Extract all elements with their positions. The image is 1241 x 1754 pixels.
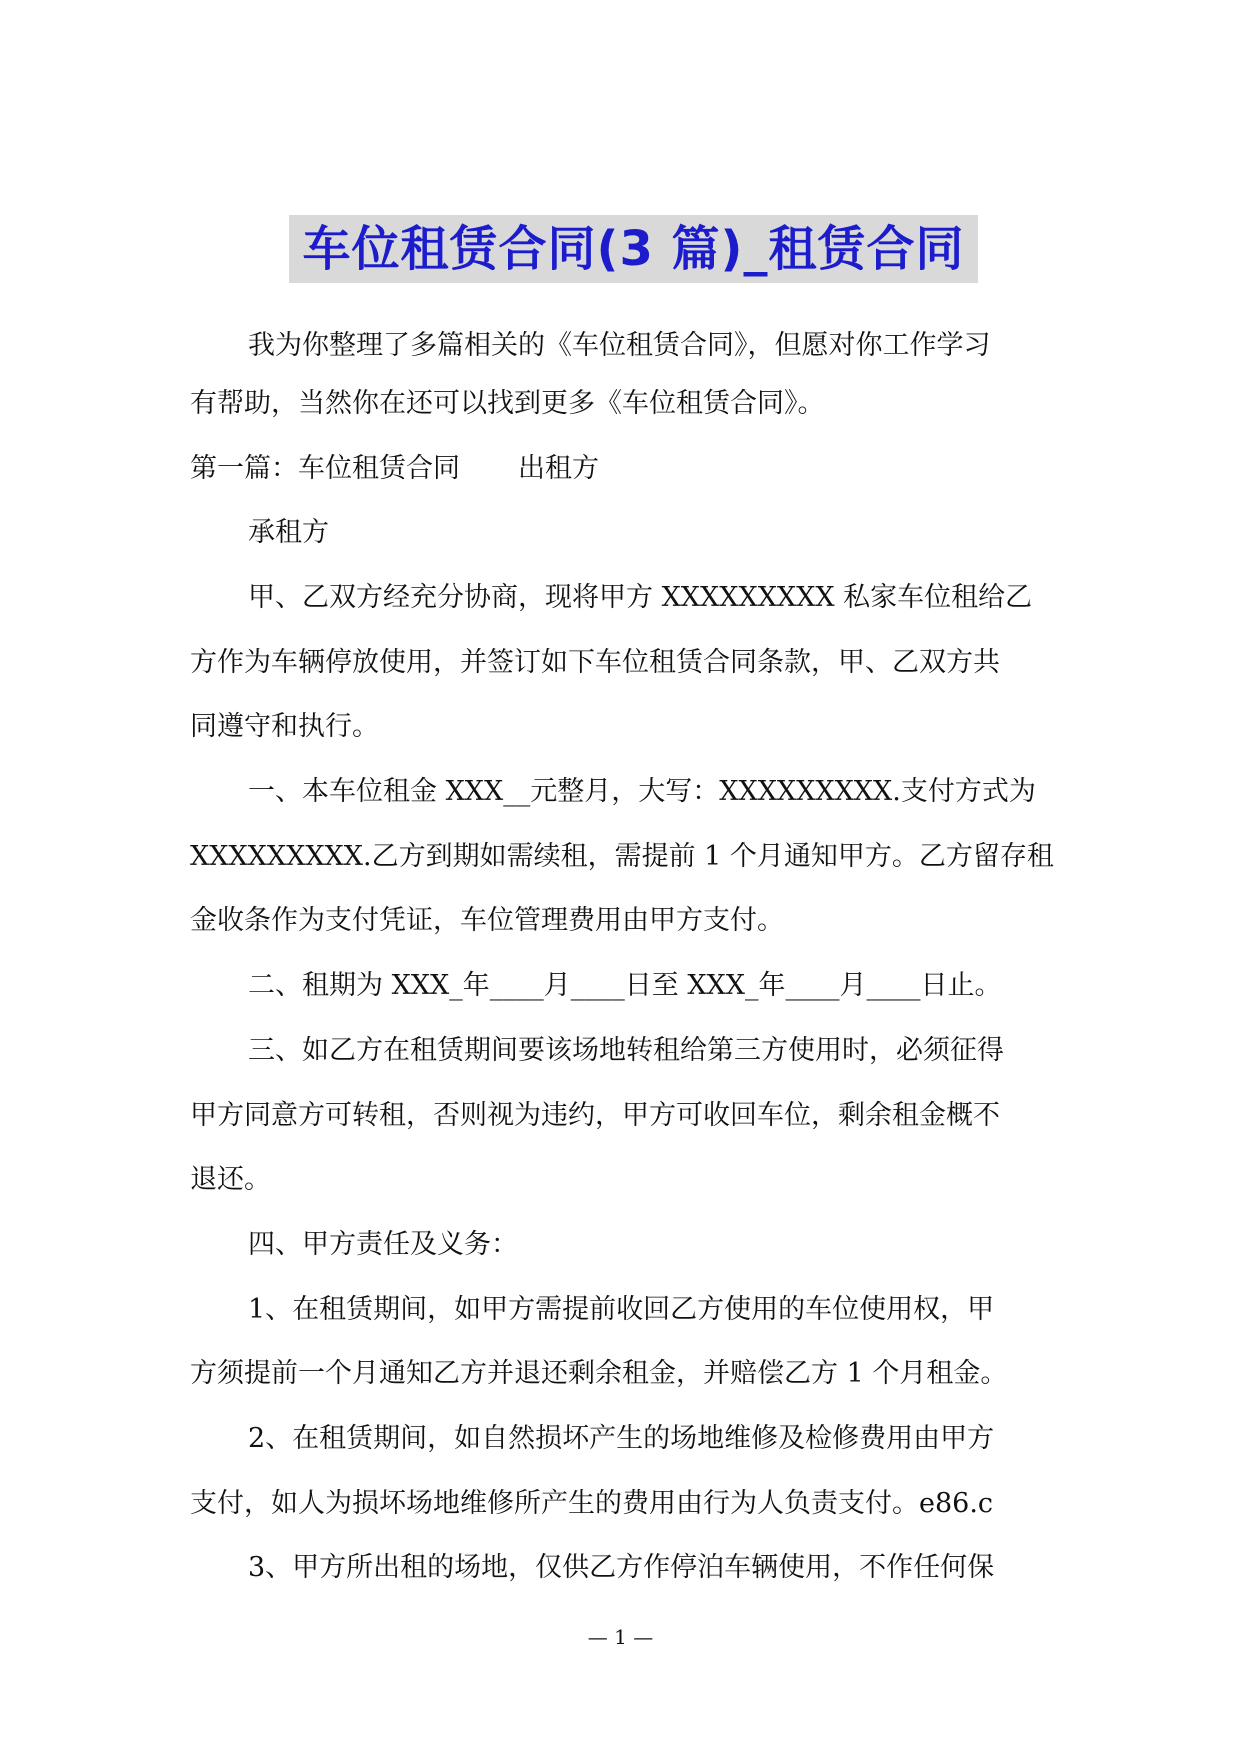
paragraph-line: 有帮助，当然你在还可以找到更多《车位租赁合同》。 (190, 388, 825, 419)
paragraph-line: 1、在租赁期间，如甲方需提前收回乙方使用的车位使用权，甲 (248, 1294, 995, 1325)
paragraph-line: 金收条作为支付凭证，车位管理费用由甲方支付。 (190, 905, 784, 936)
paragraph-line: 四、甲方责任及义务： (248, 1229, 518, 1260)
paragraph-line: 支付，如人为损坏场地维修所产生的费用由行为人负责支付。e86.c (190, 1488, 994, 1519)
paragraph-line: 方作为车辆停放使用，并签订如下车位租赁合同条款，甲、乙双方共 (190, 647, 1000, 678)
paragraph-line: 2、在租赁期间，如自然损坏产生的场地维修及检修费用由甲方 (248, 1423, 995, 1454)
paragraph-line: 我为你整理了多篇相关的《车位租赁合同》，但愿对你工作学习 (248, 330, 991, 361)
paragraph-line: 同遵守和执行。 (190, 711, 379, 742)
paragraph-line: XXXXXXXXX.乙方到期如需续租，需提前 1 个月通知甲方。乙方留存租 (190, 841, 1054, 872)
section-heading: 第一篇：车位租赁合同 (190, 453, 460, 484)
section-heading-line (190, 449, 599, 489)
paragraph-line: 一、本车位租金 XXX__元整月，大写：XXXXXXXXX.支付方式为 (248, 776, 1036, 807)
paragraph-line: 三、如乙方在租赁期间要该场地转租给第三方使用时，必须征得 (248, 1035, 1004, 1066)
title-highlight (289, 215, 978, 283)
document-title: 车位租赁合同(3 篇)_租赁合同 (302, 221, 965, 277)
paragraph-line: 二、租期为 XXX_年____月____日至 XXX_年____月____日止。 (248, 970, 1002, 1001)
paragraph-line: 甲、乙双方经充分协商，现将甲方 XXXXXXXXX 私家车位租给乙 (248, 582, 1033, 613)
paragraph-line: 3、甲方所出租的场地，仅供乙方作停泊车辆使用，不作任何保 (248, 1552, 995, 1583)
paragraph-line: 退还。 (190, 1164, 271, 1195)
page-number: — 1 — (587, 1625, 654, 1649)
paragraph-line: 方须提前一个月通知乙方并退还剩余租金，并赔偿乙方 1 个月租金。 (190, 1358, 1008, 1389)
lessor-label: 出租方 (518, 453, 599, 484)
lessee-label: 承租方 (248, 517, 329, 548)
paragraph-line: 甲方同意方可转租，否则视为违约，甲方可收回车位，剩余租金概不 (190, 1100, 1000, 1131)
